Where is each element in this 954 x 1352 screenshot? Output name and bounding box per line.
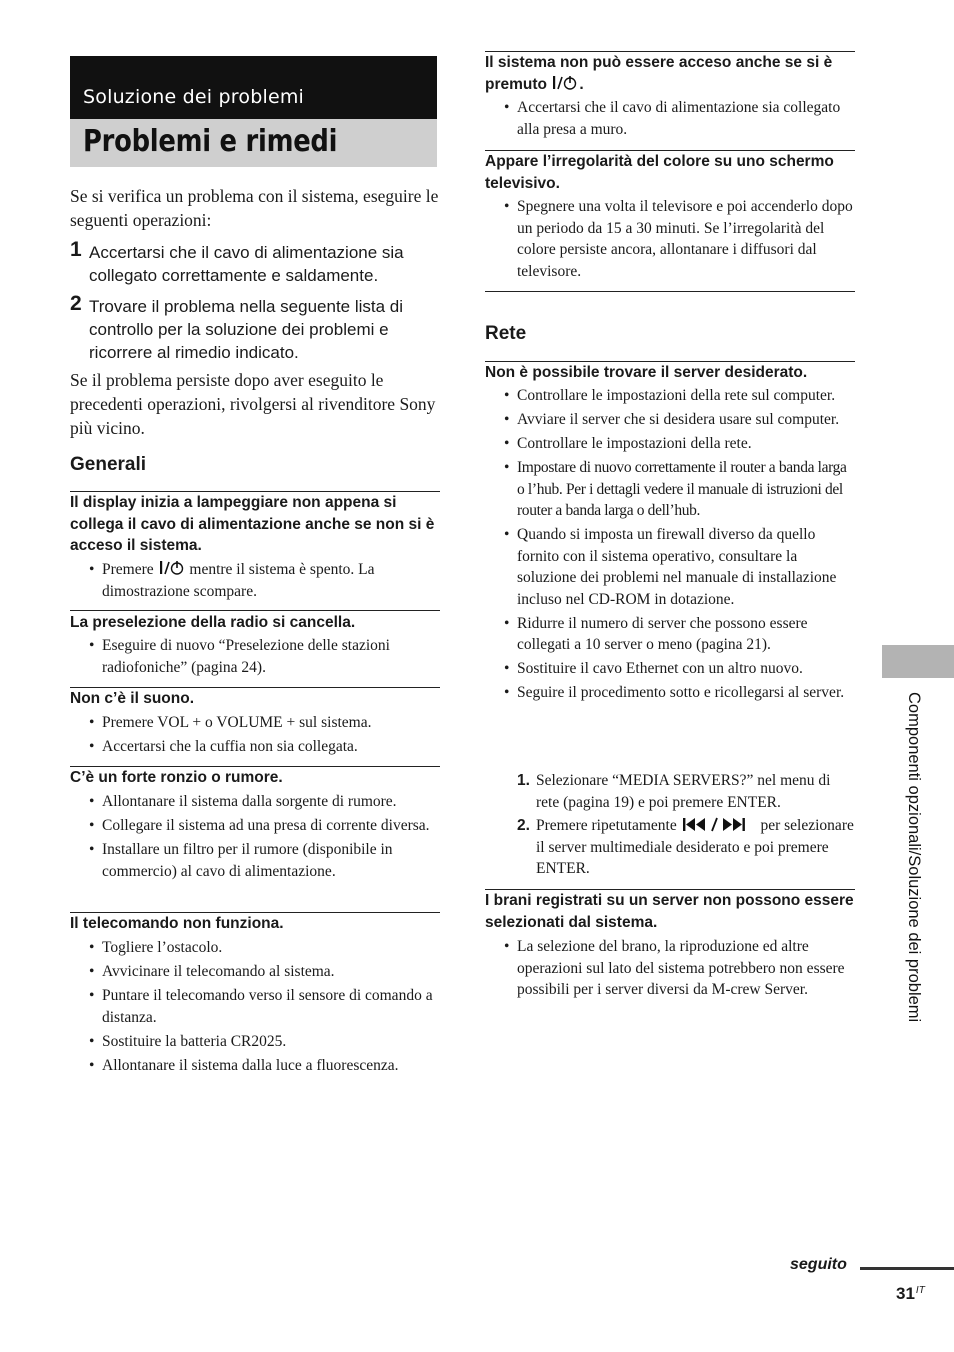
list-item: • Sostituire la batteria CR2025. bbox=[70, 1031, 440, 1053]
list-item: • Impostare di nuovo correttamente il router a banda larga o l’hub. Per i dettagli vedere il manuale di istruzioni del router a banda larga o dell’hub. bbox=[485, 457, 855, 522]
page-number: $31^{IT}$ bbox=[896, 1284, 925, 1303]
remedy-list bbox=[70, 712, 440, 760]
list-item: • Sostituire il cavo Ethernet con un altro nuovo. bbox=[485, 658, 855, 680]
remedy-list bbox=[485, 97, 855, 143]
list-item: • Allontanare il sistema dalla luce a fluorescenza. bbox=[70, 1055, 440, 1077]
list-item: • Controllare le impostazioni della rete. bbox=[485, 433, 855, 455]
problem-heading: I brani registrati su un server non possono essere selezionati dal sistema. bbox=[485, 892, 854, 931]
problem-heading: Il telecomando non funziona. bbox=[70, 915, 284, 932]
remedy-list bbox=[70, 559, 440, 605]
list-item: • Avviare il server che si desidera usare sul computer. bbox=[485, 409, 855, 431]
list-item: • Accertarsi che il cavo di alimentazione sia collegato alla presa a muro. bbox=[485, 97, 855, 140]
list-item: • Collegare il sistema ad una presa di corrente diversa. bbox=[70, 815, 440, 837]
step-2 bbox=[70, 292, 438, 364]
list-item: • Accertarsi che la cuffia non sia collegata. bbox=[70, 736, 440, 758]
list-item: • Togliere l’ostacolo. bbox=[70, 937, 440, 959]
problem-heading: Non c’è il suono. bbox=[70, 690, 195, 707]
chapter-tab bbox=[882, 645, 954, 678]
remedy-list bbox=[485, 196, 855, 285]
step-text: Trovare il problema nella seguente lista di controllo per la soluzione dei problemi e ricorrere al rimedio indicato. bbox=[89, 297, 404, 362]
list-item: • Premere mentre il sistema è spento. La dimostrazione scompare. bbox=[70, 559, 440, 602]
problem-heading: Il sistema non può essere acceso anche se si è premuto . bbox=[485, 54, 833, 93]
remedy-list bbox=[485, 385, 855, 706]
list-item: • Seguire il procedimento sotto e ricollegarsi al server. bbox=[485, 682, 855, 704]
divider bbox=[485, 291, 855, 292]
procedure-steps bbox=[485, 770, 855, 882]
list-item: • Puntare il telecomando verso il sensore di comando a distanza. bbox=[70, 985, 440, 1028]
power-icon bbox=[551, 75, 579, 91]
power-icon bbox=[158, 560, 186, 576]
section-header bbox=[70, 56, 437, 119]
section-title-rete: Rete bbox=[485, 323, 527, 344]
after-text: Se il problema persiste dopo aver eseguito le precedenti operazioni, rivolgersi al rivenditore Sony più vicino. bbox=[70, 370, 436, 438]
step-number: 2 bbox=[70, 292, 82, 315]
continued-label: seguito bbox=[790, 1256, 847, 1273]
remedy-list bbox=[70, 791, 440, 885]
step-number: 1 bbox=[70, 238, 82, 261]
problem-heading: Non è possibile trovare il server desiderato. bbox=[485, 364, 808, 381]
page-title: Problemi e rimedi bbox=[83, 124, 338, 159]
remedy-list bbox=[485, 936, 855, 1003]
list-item: • Installare un filtro per il rumore (disponibile in commercio) al cavo di alimentazione. bbox=[70, 839, 440, 882]
list-item: • Ridurre il numero di server che possono essere collegati a 10 server o meno (pagina 21). bbox=[485, 613, 855, 656]
list-item: • Quando si imposta un firewall diverso da quello fornito con il sistema operativo, consultare la soluzione dei problemi nel manuale di installazione incluso nel CD-ROM in dotazione. bbox=[485, 524, 855, 610]
section-header-label: Soluzione dei problemi bbox=[83, 86, 305, 108]
problem-heading: La preselezione della radio si cancella. bbox=[70, 614, 356, 631]
chapter-tab-label: Componenti opzionali/Soluzione dei problemi bbox=[905, 692, 923, 1023]
list-item: • Avvicinare il telecomando al sistema. bbox=[70, 961, 440, 983]
problem-heading: Appare l’irregolarità del colore su uno schermo televisivo. bbox=[485, 153, 834, 192]
remedy-list bbox=[70, 635, 440, 681]
list-item: • Allontanare il sistema dalla sorgente di rumore. bbox=[70, 791, 440, 813]
procedure-step: 1. Selezionare “MEDIA SERVERS?” nel menu di rete (pagina 19) e poi premere ENTER. bbox=[517, 772, 831, 811]
section-title-generali: Generali bbox=[70, 454, 147, 475]
step-text: Accertarsi che il cavo di alimentazione sia collegato correttamente e saldamente. bbox=[89, 243, 404, 285]
skip-prev-next-icon bbox=[681, 817, 757, 832]
divider bbox=[70, 610, 440, 611]
list-item: • La selezione del brano, la riproduzione ed altre operazioni sul lato del sistema potrebbero non essere possibili per i server diversi da M-crew Server. bbox=[485, 936, 855, 1001]
list-item: • Eseguire di nuovo “Preselezione delle stazioni radiofoniche” (pagina 24). bbox=[70, 635, 440, 678]
continued-rule bbox=[860, 1267, 954, 1270]
problem-heading: Il display inizia a lampeggiare non appena si collega il cavo di alimentazione anche se non si è acceso il sistema. bbox=[70, 494, 435, 554]
remedy-list bbox=[70, 937, 440, 1079]
list-item: • Spegnere una volta il televisore e poi accenderlo dopo un periodo da 15 a 30 minuti. Se l’irregolarità del colore persiste ancora, allontanare i diffusori dal televisore. bbox=[485, 196, 855, 282]
page-title-bar bbox=[70, 119, 437, 167]
list-item: • Premere VOL + o VOLUME + sul sistema. bbox=[70, 712, 440, 734]
page-language: IT bbox=[915, 1285, 925, 1296]
list-item: • Controllare le impostazioni della rete sul computer. bbox=[485, 385, 855, 407]
intro-text: Se si verifica un problema con il sistema, eseguire le seguenti operazioni: bbox=[70, 186, 439, 230]
problem-heading: C’è un forte ronzio o rumore. bbox=[70, 769, 283, 786]
step-1 bbox=[70, 238, 438, 287]
procedure-step: 2. Premere ripetutamente per selezionare il server multimediale desiderato e poi premere ENTER. bbox=[517, 817, 854, 877]
